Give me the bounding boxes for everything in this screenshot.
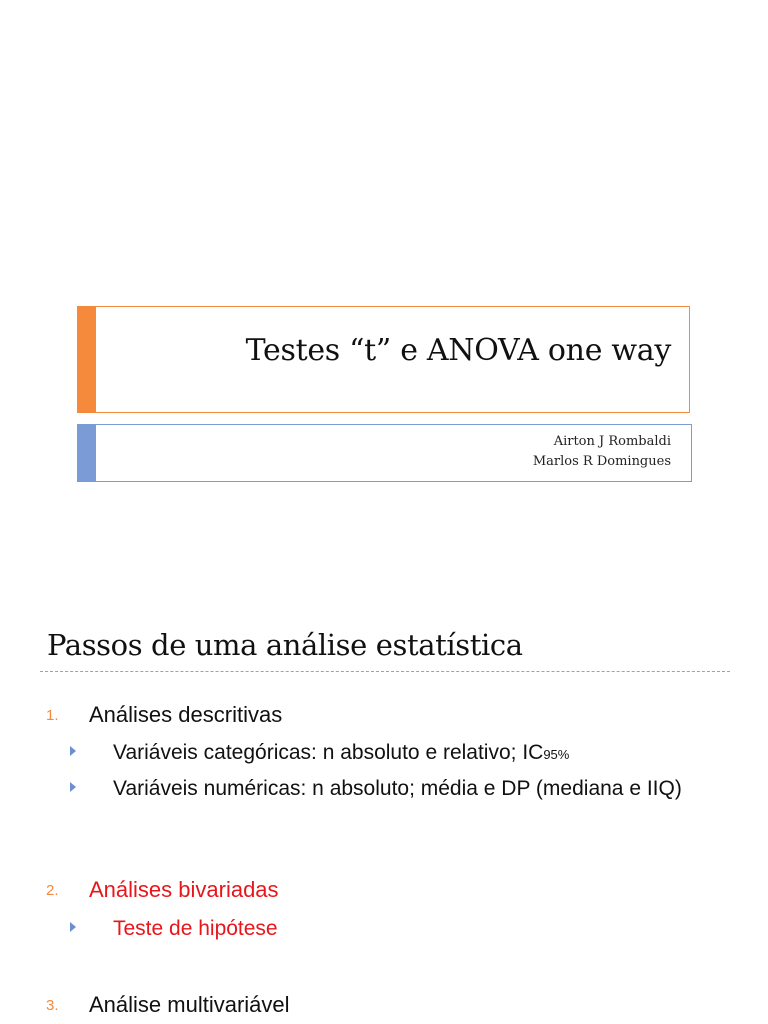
step-label: Análises descritivas xyxy=(89,702,283,727)
bullet-text: Teste de hipótese xyxy=(113,917,278,940)
bullet-item xyxy=(70,914,713,943)
title-accent-bar xyxy=(78,307,96,412)
bullet-arrow-icon xyxy=(70,782,76,792)
step-item xyxy=(46,992,290,1018)
step-number: 3. xyxy=(46,997,59,1014)
bullet-arrow-icon xyxy=(70,922,76,932)
bullet-item xyxy=(70,774,713,803)
bullet-text: Variáveis numéricas: n absoluto; média e DP (mediana e IIQ) xyxy=(113,777,682,800)
slide-title: Passos de uma análise estatística xyxy=(47,628,523,662)
step-number: 1. xyxy=(46,707,59,724)
author-name: Airton J Rombaldi xyxy=(553,434,671,449)
bullet-item xyxy=(70,738,713,769)
title-divider xyxy=(40,671,730,672)
step-label: Análises bivariadas xyxy=(89,877,279,902)
subscript: 95% xyxy=(543,747,570,762)
authors-accent-bar xyxy=(78,425,96,481)
step-number: 2. xyxy=(46,882,59,899)
step-item xyxy=(46,877,279,903)
step-item xyxy=(46,702,282,728)
presentation-title: Testes “t” e ANOVA one way xyxy=(245,333,671,368)
author-name: Marlos R Domingues xyxy=(532,454,671,469)
bullet-arrow-icon xyxy=(70,746,76,756)
step-label: Análise multivariável xyxy=(89,992,290,1017)
authors-list xyxy=(533,432,671,472)
bullet-text: Variáveis categóricas: n absoluto e relativo; IC95% xyxy=(113,741,570,764)
title-box xyxy=(77,306,690,413)
authors-box xyxy=(77,424,692,482)
